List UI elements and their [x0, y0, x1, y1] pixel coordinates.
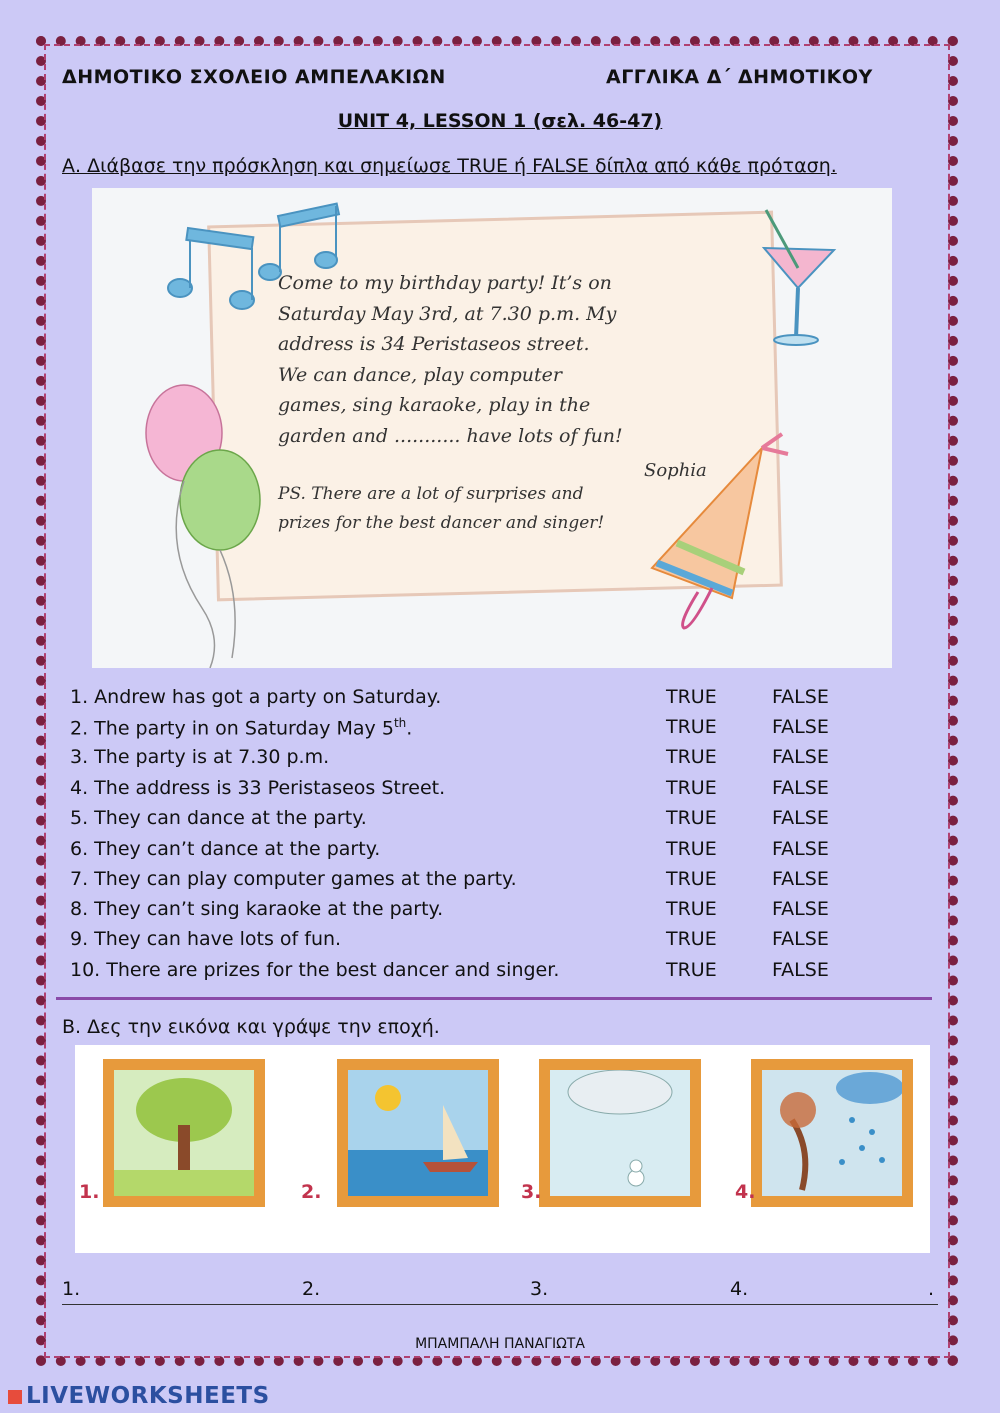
answer-label: 4. — [730, 1278, 749, 1300]
picture-number: 4. — [735, 1181, 756, 1203]
statement-row — [70, 686, 930, 716]
logo-text: LIVEWORKSHEETS — [26, 1383, 270, 1409]
picture-number: 3. — [521, 1181, 542, 1203]
statement-row — [70, 777, 930, 807]
section-b-instruction: Β. Δες την εικόνα και γράψε την εποχή. — [62, 1016, 440, 1038]
autumn-picture — [751, 1059, 913, 1207]
statement-text: 6. They can’t dance at the party. — [70, 838, 381, 860]
true-option[interactable]: TRUE — [666, 838, 717, 860]
statement-text: 8. They can’t sing karaoke at the party. — [70, 898, 444, 920]
statement-row — [70, 959, 930, 989]
false-option[interactable]: FALSE — [772, 807, 829, 829]
summer-picture — [337, 1059, 499, 1207]
cocktail-glass-icon — [764, 210, 834, 345]
true-option[interactable]: TRUE — [666, 898, 717, 920]
statement-text: 3. The party is at 7.30 p.m. — [70, 746, 330, 768]
statement-row — [70, 868, 930, 898]
winter-picture — [539, 1059, 701, 1207]
invitation-ps — [278, 480, 658, 538]
answer-end: . — [928, 1278, 935, 1300]
cloud-snow-icon — [550, 1070, 690, 1196]
invitation-image — [92, 188, 892, 668]
rain-tree-icon — [762, 1070, 902, 1196]
false-option[interactable]: FALSE — [772, 777, 829, 799]
statement-text: 7. They can play computer games at the party. — [70, 868, 517, 890]
ps-line: prizes for the best dancer and singer! — [278, 513, 605, 533]
false-option[interactable]: FALSE — [772, 716, 829, 738]
true-option[interactable]: TRUE — [666, 928, 717, 950]
invitation-line: games, sing karaoke, play in the — [278, 394, 591, 416]
statement-row — [70, 928, 930, 958]
invitation-line: address is 34 Peristaseos street. — [278, 333, 590, 355]
false-option[interactable]: FALSE — [772, 928, 829, 950]
section-a-instruction: Α. Διάβασε την πρόσκληση και σημείωσε TRUE ή FALSE δίπλα από κάθε πρόταση. — [62, 155, 837, 177]
invitation-line: We can dance, play computer — [278, 363, 562, 386]
answer-label: 1. — [62, 1278, 81, 1300]
statement-row — [70, 898, 930, 928]
false-option[interactable]: FALSE — [772, 959, 829, 981]
true-option[interactable]: TRUE — [666, 686, 717, 708]
statement-row — [70, 746, 930, 776]
seasons-image — [75, 1045, 930, 1253]
statement-end: . — [406, 717, 413, 740]
author-name: ΜΠΑΜΠΑΛΗ ΠΑΝΑΓΙΩΤΑ — [415, 1336, 585, 1352]
subject-title: ΑΓΓΛΙΚΑ Δ΄ ΔΗΜΟΤΙΚΟΥ — [606, 66, 873, 88]
section-divider — [56, 997, 932, 1000]
sailboat-icon — [348, 1070, 488, 1196]
statement-text: 10. There are prizes for the best dancer and singer. — [70, 959, 560, 981]
logo-icon — [8, 1390, 22, 1404]
statement-row — [70, 838, 930, 868]
invitation-line: Come to my birthday party! It’s on — [278, 272, 612, 294]
true-option[interactable]: TRUE — [666, 777, 717, 799]
spring-picture — [103, 1059, 265, 1207]
statement-text: 1. Andrew has got a party on Saturday. — [70, 686, 442, 708]
true-option[interactable]: TRUE — [666, 746, 717, 768]
school-name: ΔΗΜΟΤΙΚΟ ΣΧΟΛΕΙΟ ΑΜΠΕΛΑΚΙΩΝ — [62, 66, 446, 88]
true-option[interactable]: TRUE — [666, 868, 717, 890]
true-option[interactable]: TRUE — [666, 716, 717, 738]
ps-line: PS. There are a lot of surprises and — [278, 484, 584, 504]
false-option[interactable]: FALSE — [772, 838, 829, 860]
true-option[interactable]: TRUE — [666, 807, 717, 829]
statement-superscript: th — [393, 716, 407, 730]
statement-row — [70, 716, 930, 746]
false-option[interactable]: FALSE — [772, 746, 829, 768]
answer-label: 2. — [302, 1278, 321, 1300]
answer-label: 3. — [530, 1278, 549, 1300]
false-option[interactable]: FALSE — [772, 898, 829, 920]
answer-line — [62, 1278, 938, 1305]
statement-row — [70, 807, 930, 837]
false-option[interactable]: FALSE — [772, 686, 829, 708]
false-option[interactable]: FALSE — [772, 868, 829, 890]
invitation-line: garden and ........... have lots of fun! — [278, 424, 623, 447]
true-option[interactable]: TRUE — [666, 959, 717, 981]
statement-text — [70, 716, 412, 739]
tree-icon — [114, 1070, 254, 1196]
invitation-signature: Sophia — [644, 460, 707, 481]
statement-text: 4. The address is 33 Peristaseos Street. — [70, 777, 446, 799]
picture-number: 2. — [301, 1181, 322, 1203]
statement-text: 9. They can have lots of fun. — [70, 928, 342, 950]
unit-title: UNIT 4, LESSON 1 (σελ. 46-47) — [337, 110, 663, 132]
liveworksheets-logo[interactable] — [8, 1383, 270, 1409]
invitation-line: Saturday May 3rd, at 7.30 p.m. My — [278, 302, 617, 325]
picture-number: 1. — [79, 1181, 100, 1203]
statement-text-main: 2. The party in on Saturday May 5 — [70, 717, 394, 740]
balloons-icon — [146, 385, 260, 668]
invitation-text — [278, 268, 698, 451]
statement-text: 5. They can dance at the party. — [70, 807, 367, 829]
